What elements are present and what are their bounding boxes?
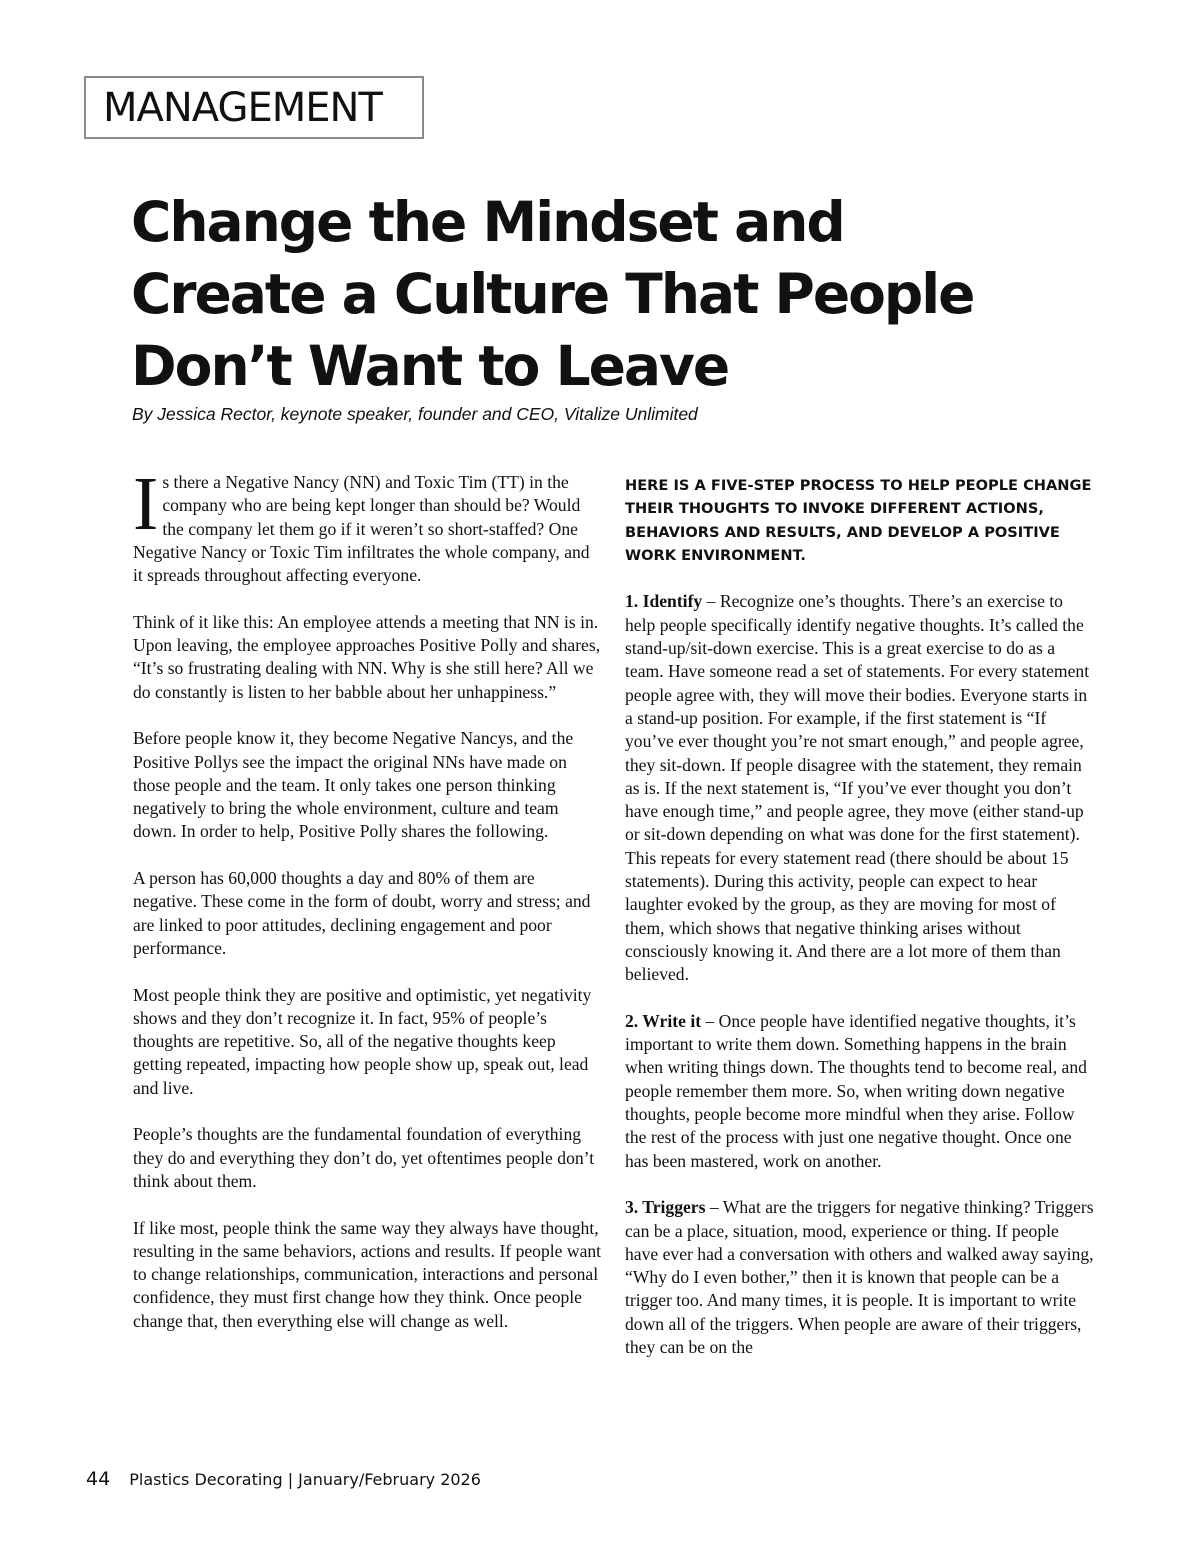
step-1 [625, 590, 1095, 986]
publication-info: Plastics Decorating | January/February 2026 [129, 1470, 481, 1489]
step-3-title: 3. Triggers [625, 1197, 706, 1218]
page-number: 44 [86, 1468, 111, 1490]
headline-line-2: Create a Culture That People [131, 262, 974, 326]
callout-heading: HERE IS A FIVE-STEP PROCESS TO HELP PEOPLE CHANGE THEIR THOUGHTS TO INVOKE DIFFERENT ACTIONS, BEHAVIORS AND RESULTS, AND DEVELOP A POSITIVE WORK ENVIRONMENT. [625, 477, 1092, 564]
byline: By Jessica Rector, keynote speaker, founder and CEO, Vitalize Unlimited [132, 404, 698, 424]
article-headline [131, 186, 1131, 402]
paragraph-4: A person has 60,000 thoughts a day and 80% of them are negative. These come in the form of doubt, worry and stress; and are linked to poor attitudes, declining engagement and poor performance. [133, 868, 591, 958]
page-footer [86, 1468, 481, 1490]
paragraph-2: Think of it like this: An employee attends a meeting that NN is in. Upon leaving, the employee approaches Positive Polly and shares, “It’s so frustrating dealing with NN. Why is she still here? All we do constantly is listen to her babble about her unhappiness.” [133, 611, 601, 702]
step-2-title: 2. Write it [625, 1010, 702, 1031]
headline-line-1: Change the Mindset and [131, 190, 844, 254]
paragraph-5: Most people think they are positive and optimistic, yet negativity shows and they don’t recognize it. In fact, 95% of people’s thoughts are repetitive. So, all of the negative thoughts keep getting repeated, impacting how people show up, speak out, lead and live. [133, 984, 592, 1098]
paragraph-1 [133, 462, 603, 587]
step-2 [625, 1010, 1095, 1173]
headline-line-3: Don’t Want to Leave [131, 334, 729, 398]
step-3 [625, 1196, 1095, 1359]
step-3-text: – What are the triggers for negative thinking? Triggers can be a place, situation, mood, experience or thing. If people have ever had a conversation with others and walked away saying, “Why do I even bother,” then it is known that people can be a trigger too. And many times, it is people. It is important to write down all of the triggers. When people are aware of their triggers, they can be on the [625, 1197, 1094, 1357]
right-column [625, 474, 1095, 1383]
section-label: MANAGEMENT [84, 76, 424, 139]
paragraph-1-text: s there a Negative Nancy (NN) and Toxic Tim (TT) in the company who are being kept longer than should be? Would the company let them go if it weren’t so short-staffed? One Negative Nancy or Toxic Tim infiltrates the whole company, and it spreads throughout affecting everyone. [133, 472, 590, 586]
drop-cap: I [133, 462, 159, 546]
left-column [133, 462, 603, 1356]
step-1-title: 1. Identify [625, 591, 703, 612]
paragraph-7: If like most, people think the same way they always have thought, resulting in the same behaviors, actions and results. If people want to change relationships, communication, interactions and personal confidence, they must first change how they think. Once people change that, then everything else will change as well. [133, 1217, 602, 1331]
paragraph-3: Before people know it, they become Negative Nancys, and the Positive Pollys see the impact the original NNs have made on those people and the team. It only takes one person thinking negatively to bring the whole environment, culture and team down. In order to help, Positive Polly shares the following. [133, 728, 574, 842]
step-2-text: – Once people have identified negative thoughts, it’s important to write them down. Something happens in the brain when writing things down. The thoughts tend to become real, and people remember them more. So, when writing down negative thoughts, people become more mindful when they arise. Follow the rest of the process with just one negative thought. Once one has been mastered, work on another. [625, 1010, 1087, 1171]
paragraph-6: People’s thoughts are the fundamental foundation of everything they do and everything they don’t do, yet oftentimes people don’t think about them. [133, 1124, 595, 1191]
step-1-text: – Recognize one’s thoughts. There’s an exercise to help people specifically identify negative thoughts. It’s called the stand-up/sit-down exercise. This is a great exercise to do as a team. Have someone read a set of statements. For every statement people agree with, they will move their bodies. Everyone starts in a stand-up position. For example, if the first statement is “If you’ve ever thought you’re not smart enough,” and people agree, they sit-down. If people disagree with the statement, they remain as is. If the next statement is, “If you’ve ever thought you don’t have enough time,” and people agree, they move (either stand-up or sit-down depending on what was done for the first statement). This repeats for every statement read (there should be about 15 statements). During this activity, people can expect to hear laughter evoked by the group, as they are moving for most of them, which shows that negative thinking arises without consciously knowing it. And there are a lot more of them than believed. [625, 591, 1090, 985]
